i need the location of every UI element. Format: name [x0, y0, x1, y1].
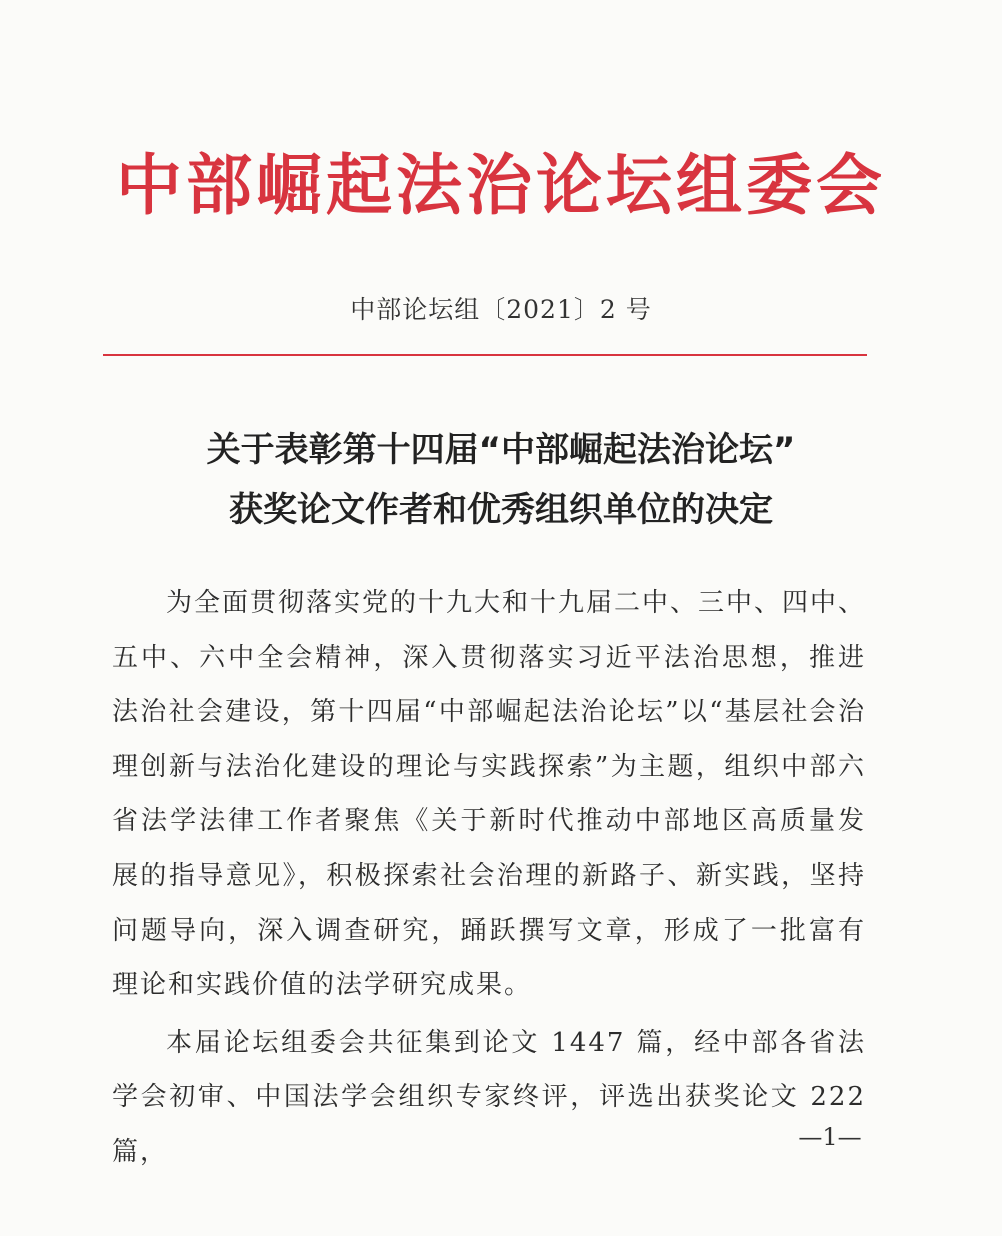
- document-body: [112, 576, 866, 1183]
- document-title: [0, 420, 1002, 540]
- title-line-2: 获奖论文作者和优秀组织单位的决定: [229, 490, 773, 530]
- red-divider-line: [103, 354, 867, 356]
- body-paragraph-2: 本届论坛组委会共征集到论文 1447 篇，经中部各省法学会初审、中国法学会组织专家终评，评选出获奖论文 222 篇，: [112, 1027, 866, 1167]
- masthead-organization: 中部崛起法治论坛组委会: [116, 146, 886, 224]
- body-paragraph-1: 为全面贯彻落实党的十九大和十九届二中、三中、四中、五中、六中全会精神，深入贯彻落实习近平法治思想，推进法治社会建设，第十四届“中部崛起法治论坛”以“基层社会治理创新与法治化建设的理论与实践探索”为主题，组织中部六省法学法律工作者聚焦《关于新时代推动中部地区高质量发展的指导意见》，积极探索社会治理的新路子、新实践，坚持问题导向，深入调查研究，踊跃撰写文章，形成了一批富有理论和实践价值的法学研究成果。: [112, 588, 867, 1001]
- title-line-1: 关于表彰第十四届“中部崛起法治论坛”: [206, 430, 796, 470]
- page-number: —1—: [798, 1123, 862, 1151]
- document-number: 中部论坛组〔2021〕2 号: [350, 295, 652, 324]
